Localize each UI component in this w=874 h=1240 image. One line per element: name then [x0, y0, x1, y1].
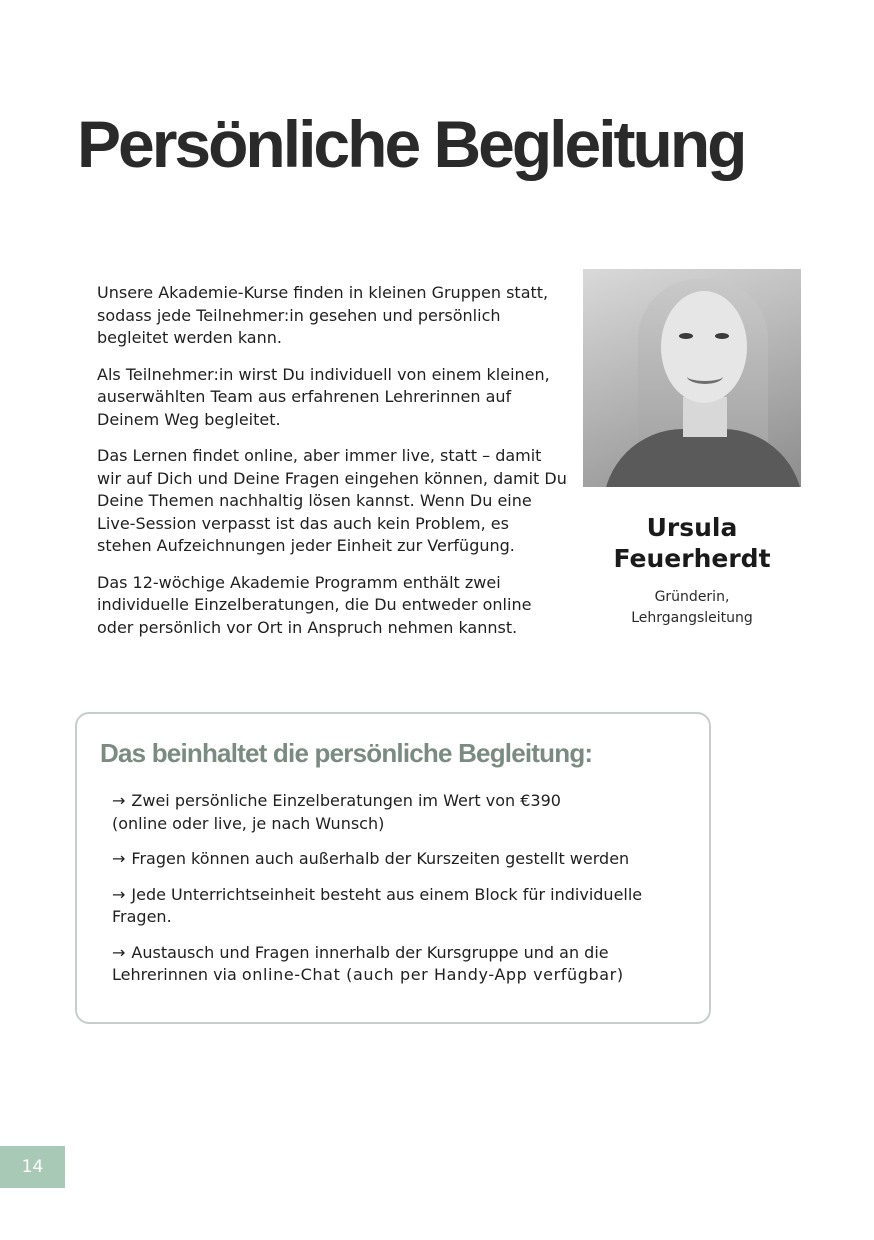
- benefit-item: [112, 942, 692, 987]
- arrow-right-icon: →: [112, 849, 126, 868]
- intro-paragraph-2: Als Teilnehmer:in wirst Du individuell von einem kleinen, auserwählten Team aus erfahrenen Lehrerinnen auf Deinem Weg begleitet.: [97, 364, 550, 429]
- benefit-item: [112, 884, 692, 929]
- benefit-text: Zwei persönliche Einzelberatungen im Wert von €390: [131, 791, 561, 810]
- benefit-item: [112, 848, 692, 871]
- profile-role: [583, 587, 801, 629]
- arrow-right-icon: →: [112, 942, 126, 962]
- profile-name: [583, 512, 801, 574]
- profile-role-line-2: Lehrgangsleitung: [631, 610, 753, 626]
- benefits-title: Das beinhaltet die persönliche Begleitung:: [100, 738, 593, 768]
- profile-role-line-1: Gründerin,: [654, 589, 730, 605]
- portrait-photo: [583, 269, 801, 487]
- benefit-text: Jede Unterrichtseinheit besteht aus einem Block für individuelle Fragen.: [112, 884, 643, 926]
- profile-first-name: Ursula: [646, 513, 738, 542]
- benefit-text: Austausch und Fragen innerhalb der Kursgruppe und an die Lehrerinnen via: [112, 942, 609, 984]
- intro-paragraph-3: Das Lernen findet online, aber immer live, statt – damit wir auf Dich und Deine Fragen eingehen können, damit Du Deine Themen nachhaltig lösen kannst. Wenn Du eine Live-Session verpasst ist das auch kein Problem, es stehen Aufzeichnungen jeder Einheit zur Verfügung.: [97, 446, 567, 555]
- profile-last-name: Feuerherdt: [613, 544, 771, 573]
- page-title: Persönliche Begleitung: [77, 107, 745, 181]
- intro-paragraph-4: Das 12-wöchige Akademie Programm enthält zwei individuelle Einzelberatungen, die Du entweder online oder persönlich vor Ort in Anspruch nehmen kannst.: [97, 572, 532, 637]
- benefits-box: [75, 712, 711, 1024]
- benefit-subtext: (online oder live, je nach Wunsch): [112, 813, 385, 833]
- benefit-text: Fragen können auch außerhalb der Kurszeiten gestellt werden: [131, 849, 630, 868]
- arrow-right-icon: →: [112, 884, 126, 904]
- benefits-list: [112, 790, 692, 1000]
- benefit-item: [112, 790, 692, 835]
- arrow-right-icon: →: [112, 791, 126, 810]
- benefit-chat-text: online-Chat (auch per Handy-App verfügbar): [241, 965, 624, 984]
- intro-paragraph-1: Unsere Akademie-Kurse finden in kleinen Gruppen statt, sodass jede Teilnehmer:in gesehen und persönlich begleitet werden kann.: [97, 283, 549, 347]
- page-number: 14: [0, 1146, 65, 1188]
- intro-text: [97, 282, 567, 653]
